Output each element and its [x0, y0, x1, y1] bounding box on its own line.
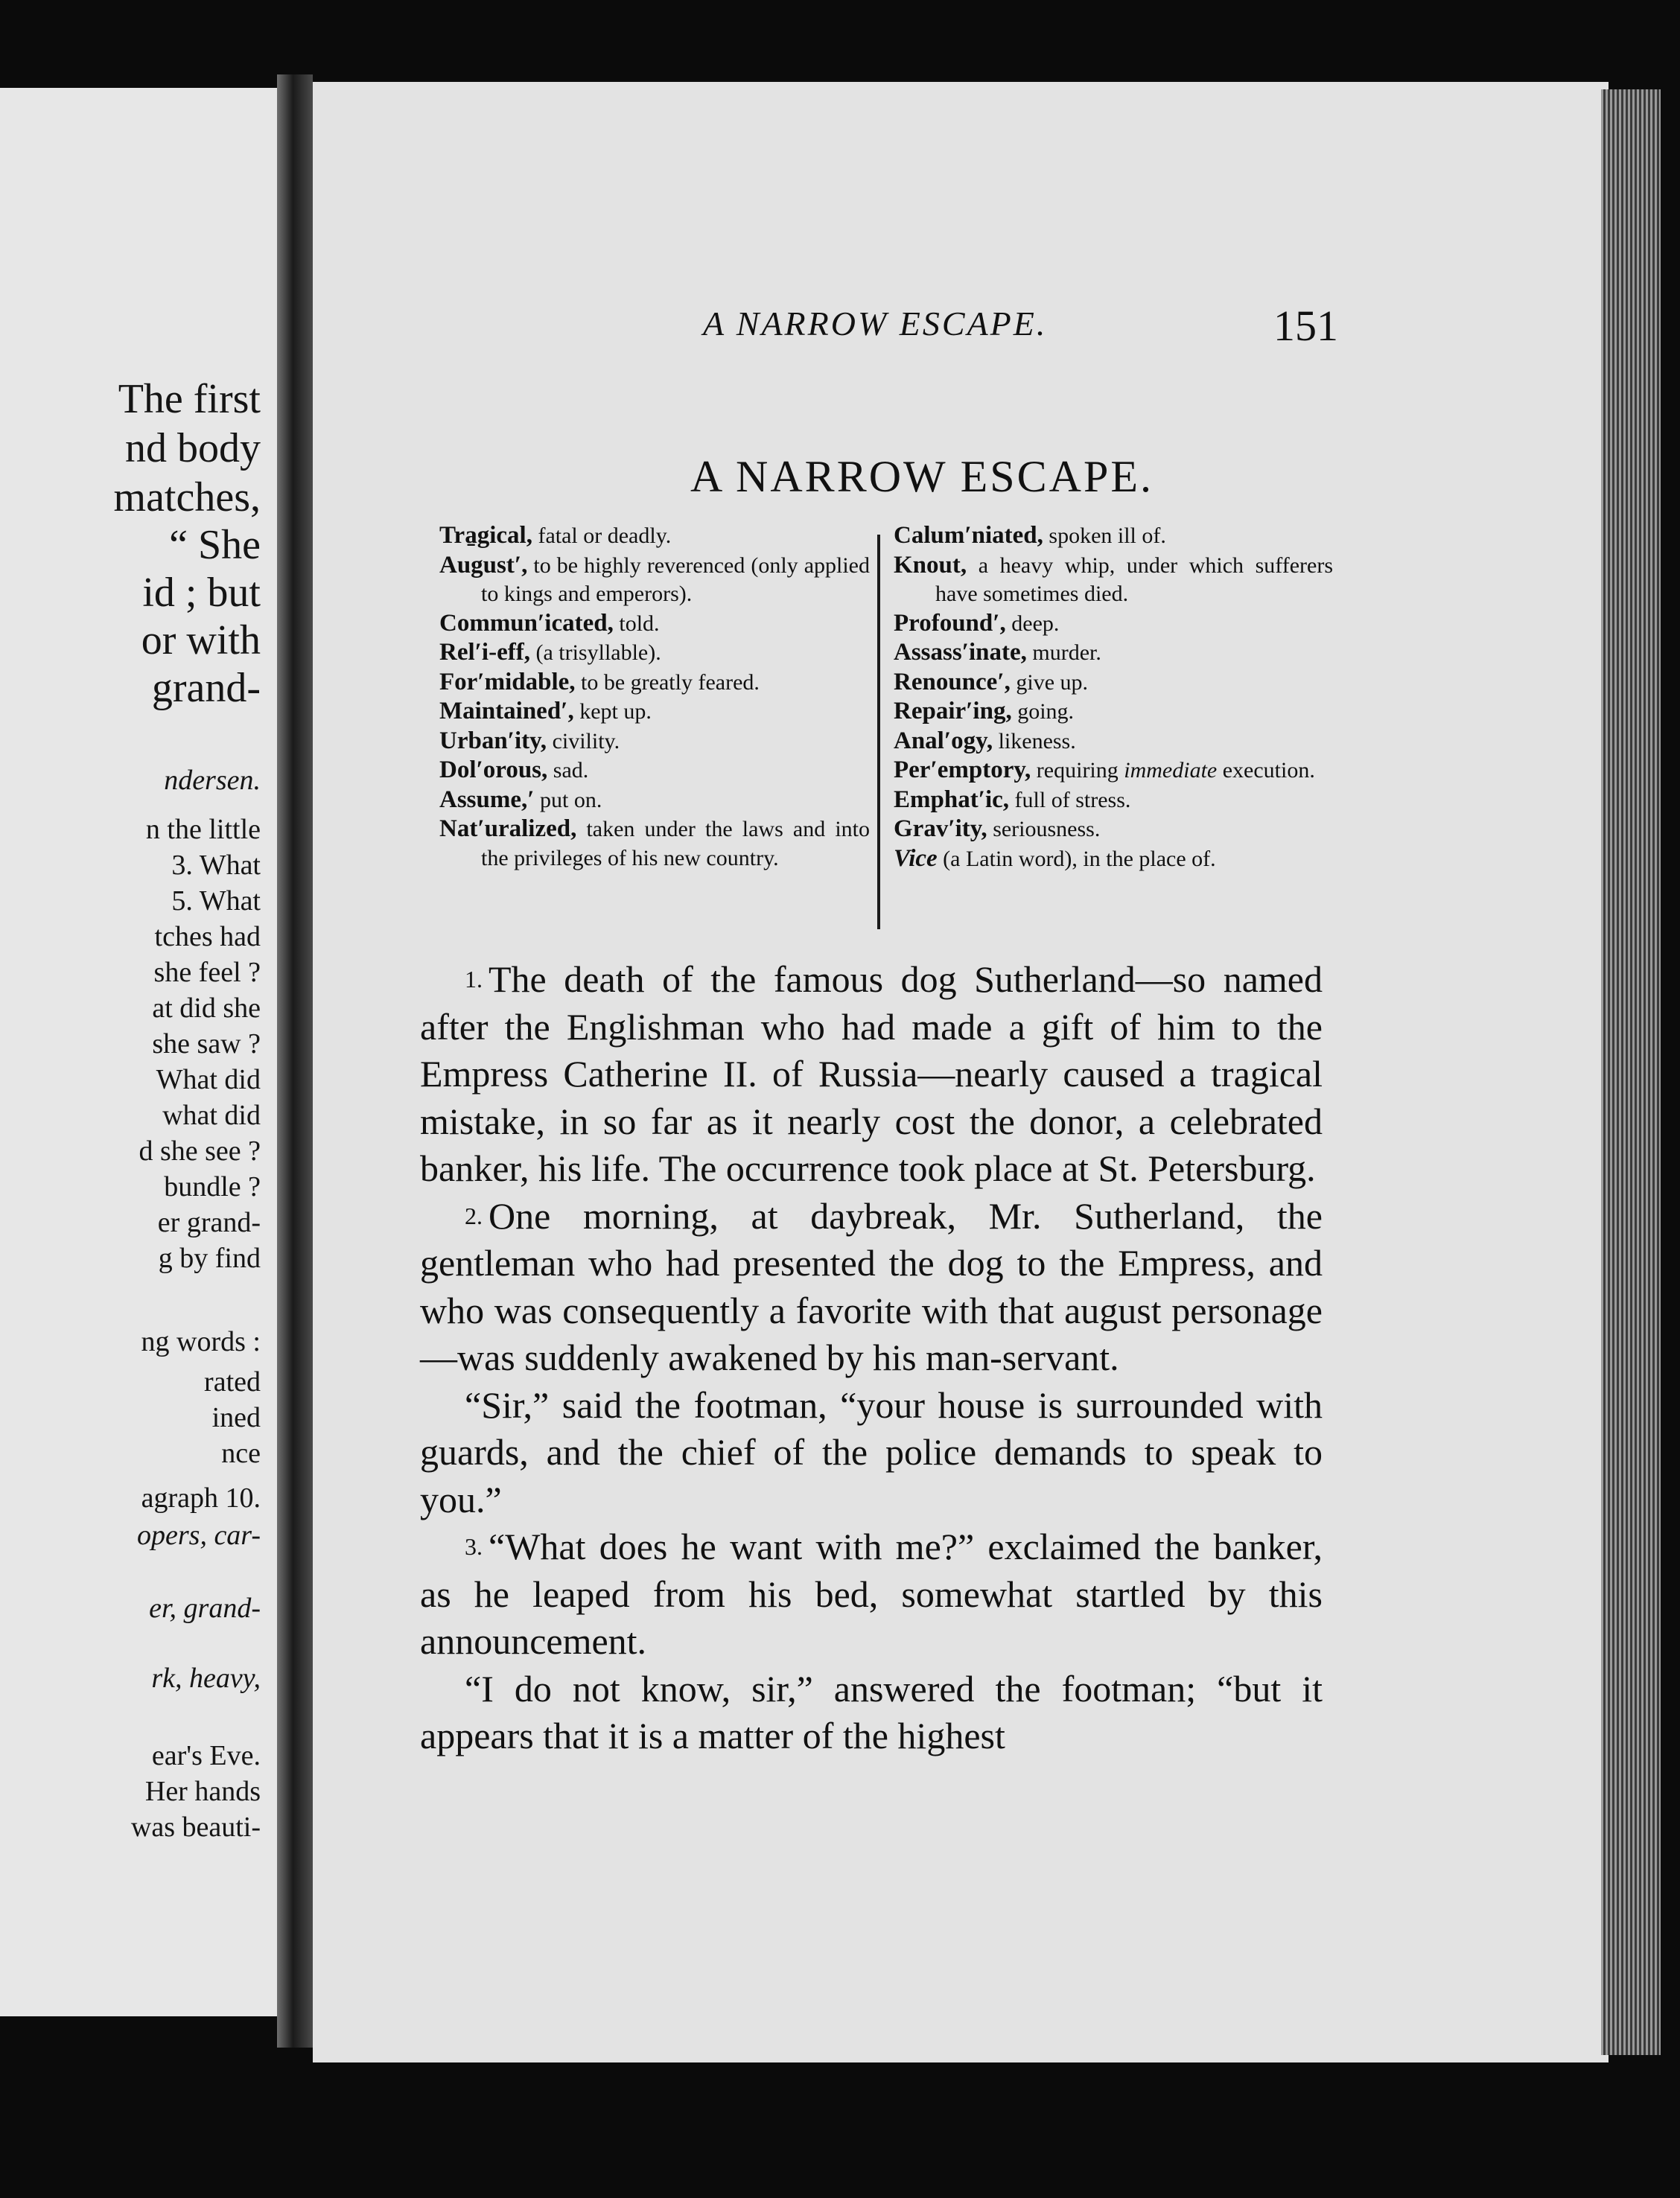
vocabulary-definition: sad. — [547, 758, 589, 783]
vocabulary-entry — [439, 786, 870, 815]
vocabulary-definition: requiring — [1031, 758, 1124, 783]
vocabulary-term: August′, — [439, 551, 528, 579]
vocabulary-term: Tra̱gical, — [439, 522, 532, 549]
left-page-line: at did she — [152, 993, 261, 1024]
left-page-line: g by find — [158, 1243, 261, 1274]
left-page-line: agraph 10. — [141, 1482, 261, 1514]
vocabulary-entry — [439, 638, 870, 668]
paragraph-text: “I do not know, sir,” answered the footman; “but it appears that it is a matter of the highest — [420, 1667, 1323, 1756]
left-page-line: 3. What — [171, 850, 261, 881]
vocabulary-definition: kept up. — [573, 699, 652, 724]
left-page-line: ined — [211, 1402, 261, 1433]
book-gutter — [277, 74, 313, 2048]
left-page-line: What did — [156, 1064, 261, 1095]
vocabulary-entry — [439, 521, 870, 551]
paragraph-text: The death of the famous dog Sutherland—so named after the Englishman who had made a gift of him to the Empress Catherine II. of Russia—nearly caused a tragical mistake, in so far as it nearly cost the donor, a celebrated banker, his life. The occurrence took place at St. Petersburg. — [420, 958, 1323, 1189]
vocabulary-definition: (a trisyllable). — [529, 640, 661, 665]
paragraph-2b — [420, 1382, 1323, 1524]
left-page-line: she feel ? — [153, 957, 261, 988]
vocabulary-divider — [877, 535, 880, 929]
vocabulary-left-column — [439, 521, 870, 873]
vocabulary-term: Repair′ing, — [894, 698, 1012, 724]
vocabulary-entry — [894, 786, 1333, 815]
vocabulary-entry — [894, 638, 1333, 668]
left-page-line: ndersen. — [164, 765, 261, 796]
page-edges — [1601, 89, 1661, 2055]
previous-page-fragment — [0, 88, 277, 2016]
vocabulary-entry — [894, 727, 1333, 756]
vocabulary-term: Emphat′ic, — [894, 786, 1010, 813]
paragraph-1 — [420, 956, 1323, 1193]
vocabulary-definition: give up. — [1010, 669, 1089, 695]
vocabulary-definition: spoken ill of. — [1043, 523, 1166, 548]
vocabulary-term: Knout, — [894, 551, 967, 579]
vocabulary-definition: to be greatly feared. — [575, 669, 760, 695]
vocabulary-term: Assume,′ — [439, 786, 535, 813]
paragraph-3b — [420, 1666, 1323, 1760]
vocabulary-definition: full of stress. — [1009, 787, 1131, 812]
paragraph-3 — [420, 1523, 1323, 1666]
vocabulary-term: Rel′i-eff, — [439, 639, 530, 666]
vocabulary-term: For′midable, — [439, 668, 576, 695]
vocabulary-term: Urban′ity, — [439, 727, 547, 754]
left-page-line: tches had — [154, 921, 261, 952]
vocabulary-definition: going. — [1011, 699, 1075, 724]
vocabulary-entry — [439, 756, 870, 786]
left-page-line: er grand- — [157, 1207, 261, 1238]
left-page-line: rk, heavy, — [151, 1663, 261, 1694]
page-number: 151 — [1273, 302, 1338, 350]
vocabulary-definition: put on. — [534, 787, 602, 812]
body-text — [420, 956, 1323, 1760]
vocabulary-entry — [894, 756, 1333, 786]
left-page-line: opers, car- — [137, 1520, 261, 1551]
left-page-line: 5. What — [171, 885, 261, 917]
vocabulary-term: Profound′, — [894, 609, 1006, 637]
left-page-line: nd body — [125, 425, 261, 471]
vocabulary-term: Nat′uralized, — [439, 815, 577, 842]
vocabulary-entry — [439, 551, 870, 609]
left-page-line: bundle ? — [164, 1171, 261, 1202]
vocabulary-term: Assass′inate, — [894, 639, 1027, 666]
vocabulary-entry — [894, 668, 1333, 698]
vocabulary-entry — [439, 697, 870, 727]
paragraph-2 — [420, 1193, 1323, 1382]
running-head: A NARROW ESCAPE. — [703, 305, 1048, 343]
left-page-line: rated — [204, 1366, 261, 1398]
paragraph-text: “Sir,” said the footman, “your house is surrounded with guards, and the chief of the police demands to speak to you.” — [420, 1383, 1323, 1520]
left-page-line: ng words : — [141, 1326, 261, 1357]
left-page-line: what did — [162, 1100, 261, 1131]
left-page-line: er, grand- — [149, 1593, 261, 1624]
vocabulary-term: Anal′ogy, — [894, 727, 993, 754]
vocabulary-definition: seriousness. — [987, 817, 1101, 841]
vocabulary-definition: to be highly reverenced (only applied to kings and emperors). — [481, 552, 870, 606]
vocabulary-definition-emphasis: immediate — [1124, 758, 1218, 783]
vocabulary-definition: murder. — [1026, 640, 1101, 665]
vocabulary-term: Grav′ity, — [894, 815, 987, 842]
paragraph-number: 3. — [465, 1533, 483, 1560]
vocabulary-entry — [439, 668, 870, 698]
vocabulary-definition: (a Latin word), in the place of. — [937, 846, 1216, 871]
vocabulary-entry — [894, 609, 1333, 639]
vocabulary-entry — [439, 609, 870, 639]
paragraph-text: “What does he want with me?” exclaimed the banker, as he leaped from his bed, somewhat startled by this announcement. — [420, 1526, 1323, 1662]
vocabulary-definition: told. — [613, 611, 660, 636]
chapter-title: A NARROW ESCAPE. — [690, 452, 1154, 501]
left-page-line: she saw ? — [152, 1028, 261, 1060]
left-page-line: d she see ? — [139, 1135, 261, 1167]
vocabulary-entry — [894, 551, 1333, 609]
vocabulary-entry — [894, 521, 1333, 551]
left-page-line: grand- — [151, 665, 261, 711]
vocabulary-term: Dol′orous, — [439, 756, 548, 783]
vocabulary-entry — [894, 697, 1333, 727]
left-page-line: The first — [118, 376, 261, 422]
vocabulary-term: Commun′icated, — [439, 609, 614, 637]
left-page-line: id ; but — [142, 570, 261, 616]
vocabulary-definition: likeness. — [993, 728, 1076, 754]
vocabulary-entry — [894, 844, 1333, 874]
vocabulary-right-column — [894, 521, 1333, 873]
left-page-line: ear's Eve. — [151, 1740, 261, 1771]
left-page-line: was beauti- — [130, 1812, 261, 1843]
left-page-line: nce — [221, 1438, 261, 1469]
vocabulary-definition: deep. — [1005, 611, 1060, 636]
left-page-line: or with — [141, 617, 261, 663]
vocabulary-term: Calum′niated, — [894, 522, 1043, 549]
vocabulary-definition: fatal or deadly. — [532, 523, 672, 548]
vocabulary-entry — [439, 727, 870, 756]
left-page-line: n the little — [145, 814, 261, 845]
vocabulary-definition: taken under the laws and into the privileges of his new country. — [481, 817, 870, 870]
left-page-line: “ She — [169, 522, 261, 568]
vocabulary-entry — [894, 815, 1333, 844]
paragraph-number: 2. — [465, 1202, 483, 1229]
vocabulary-definition: execution. — [1217, 758, 1315, 783]
vocabulary-term: Vice — [894, 844, 938, 872]
paragraph-number: 1. — [465, 966, 483, 993]
vocabulary-term: Renounce′, — [894, 668, 1011, 695]
vocabulary-entry — [439, 815, 870, 873]
left-page-line: Her hands — [144, 1776, 261, 1807]
vocabulary-definition: a heavy whip, under which sufferers have sometimes died. — [935, 552, 1333, 606]
vocabulary-term: Maintained′, — [439, 698, 574, 724]
left-page-line: matches, — [113, 474, 261, 520]
vocabulary-definition: civility. — [547, 728, 620, 754]
vocabulary-term: Per′emptory, — [894, 756, 1031, 783]
paragraph-text: One morning, at daybreak, Mr. Sutherland, the gentleman who had presented the dog to the Empress, and who was consequently a favorite with that august personage—was suddenly awakened by his man-servant. — [420, 1194, 1323, 1378]
